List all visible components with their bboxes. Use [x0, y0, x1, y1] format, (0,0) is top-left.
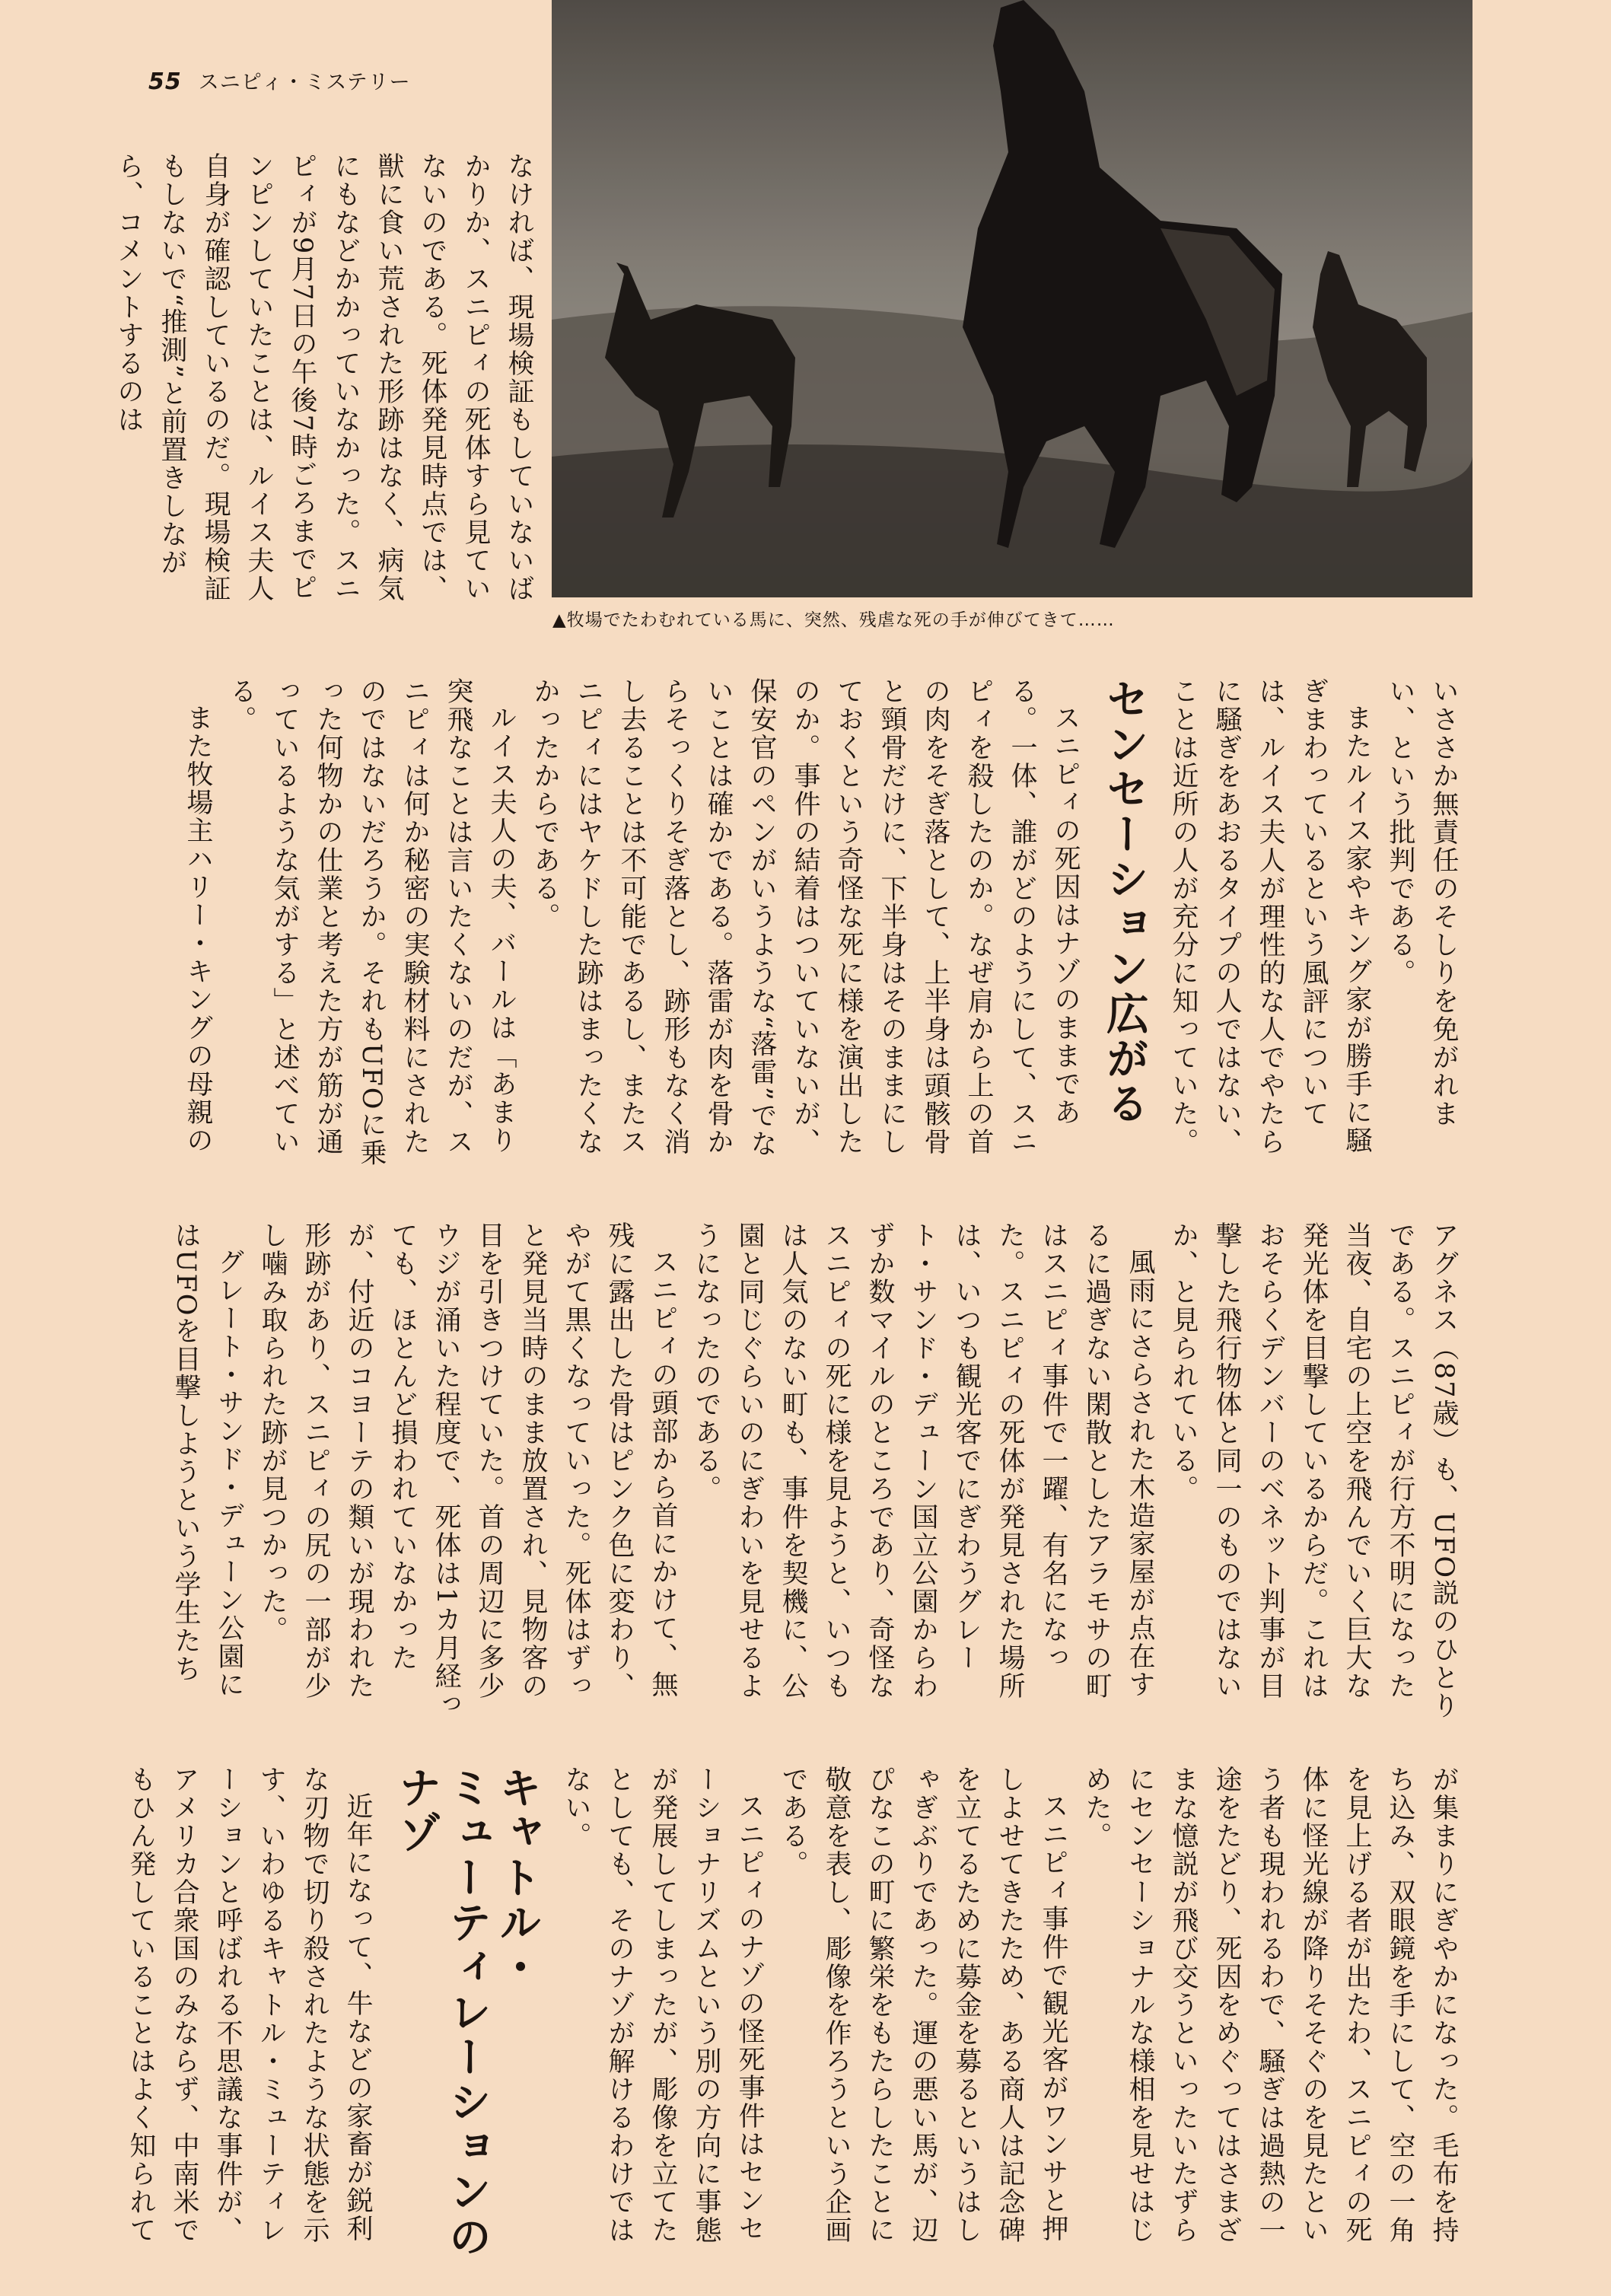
paragraph: いささか無責任のそしりを免がれまい、という批判である。: [1385, 677, 1459, 1128]
section-heading-sensation: センセーション広がる: [1100, 677, 1149, 1126]
paragraph: またルイス家やキング家が勝手に騒ぎまわっているという風評については、ルイス夫人が理性的な人でやたらに騒ぎをあおるタイプの人ではない、ことは近所の人が充分に知っていた。: [1168, 677, 1372, 1156]
paragraph: また牧場主ハリー・キングの母親の: [183, 704, 213, 1154]
article-block-c: [137, 1221, 1465, 1720]
paragraph: が集まりにぎやかになった。毛布を持ち込み、双眼鏡を手にして、空の一角を見上げる者が出たわ、スニピィの死体に怪光線が降りそそぐのを見たという者も現われるわで、騒ぎは過熱の一途をたどり、死因をめぐってはさまざまな憶説が飛び交うといったいたずらにセンセーショナルな様相を見せはじめた。: [1081, 1766, 1459, 2244]
article-block-b: [137, 677, 1465, 1172]
paragraph: スニピィのナゾの怪死事件はセンセーショナリズムという別の方向に事態が発展してしまったが、彫像を立てたとしても、そのナゾが解けるわけではない。: [561, 1766, 765, 2244]
paragraph: アグネス（87歳）も、UFO説のひとりである。スニピィが行方不明になった当夜、自宅の上空を飛んでいく巨大な発光体を目撃しているからだ。これはおそらくデンバーのベネット判事が目撃した飛行物体と同一のものではないか、と見られている。: [1168, 1221, 1459, 1721]
paragraph: なければ、現場検証もしていないばかりか、スニピィの死体すら見ていないのである。死体発見時点では、獣に食い荒された形跡はなく、病気にもなどかかっていなかった。スニピィが9月7日の午後7時ごろまでピンピンしていたことは、ルイス夫人自身が確認しているのだ。現場検証もしないで“推測”と前置きしながら、コメントするのは: [113, 152, 534, 603]
heading-line: ミューティレーションのナゾ: [392, 1766, 492, 2259]
paragraph: 風雨にさらされた木造家屋が点在するに過ぎない閑散としたアラモサの町はスニピィ事件で一躍、有名になった。スニピィの死体が発見された場所は、いつも観光客でにぎわうグレート・サンド・デューン国立公園からわずか数マイルのところであり、奇怪なスニピィの死に様を見ようと、いつもは人気のない町も、事件を契機に、公園と同じぐらいのにぎわいを見せるようになったのである。: [691, 1221, 1155, 1700]
section-heading-cattle-mutilation: [391, 1766, 542, 2264]
paragraph: 近年になって、牛などの家畜が鋭利な刃物で切り殺されたような状態を示す、いわゆるキャトル・ミューティレーションと呼ばれる不思議な事件が、アメリカ合衆国のみならず、中南米でもひん発していることはよく知られて: [126, 1766, 373, 2244]
horses-photo: [552, 0, 1473, 597]
heading-line: キャトル・: [492, 1766, 542, 1990]
section-title: スニピィ・ミステリー: [198, 71, 411, 94]
horses-photo-graphic: [552, 0, 1473, 597]
paragraph: スニピィの頭部から首にかけて、無残に露出した骨はピンク色に変わり、やがて黒くなっていった。死体はずっと発見当時のまま放置され、見物客の目を引きつけていた。首の周辺に多少ウジが涌いた程度で、死体は1カ月経っても、ほとんど損われていなかったが、付近のコヨーテの類いが現われた形跡があり、スニピィの尻の一部が少し噛み取られた跡が見つかった。: [257, 1221, 678, 1719]
page-number: 55: [148, 68, 182, 95]
article-block-d: [126, 1766, 1465, 2264]
page-header: [148, 65, 411, 95]
article-block-a: [113, 152, 540, 624]
paragraph: グレート・サンド・デューン公園にはUFOを目撃しようという学生たち: [170, 1221, 244, 1699]
paragraph: ルイス夫人の夫、バールは「あまり突飛なことは言いたくないのだが、スニピィは何か秘密の実験材料にされたのではないだろうか。それもUFOに乗った何物かの仕業と考えた方が筋が通っているような気がする」と述べている。: [226, 677, 517, 1167]
paragraph: スニピィの死因はナゾのままである。一体、誰がどのようにして、スニピィを殺したのか。なぜ肩から上の首の肉をそぎ落として、上半身は頭骸骨と頸骨だけに、下半身はそのままにしておくという奇怪な死に様を演出したのか。事件の結着はついていないが、保安官のペンがいうような“落雷”でないことは確かである。落雷が肉を骨からそっくりそぎ落とし、跡形もなく消し去ることは不可能であるし、またスニピィにはヤケドした跡はまったくなかったからである。: [530, 677, 1081, 1158]
paragraph: スニピィ事件で観光客がワンサと押しよせてきたため、ある商人は記念碑を立てるために募金を募るというはしゃぎぶりであった。運の悪い馬が、辺ぴなこの町に繁栄をもたらしたことに敬意を表し、彫像を作ろうという企画である。: [778, 1766, 1068, 2244]
photo-caption: ▲牧場でたわむれている馬に、突然、残虐な死の手が伸びてきて……: [552, 610, 1115, 630]
